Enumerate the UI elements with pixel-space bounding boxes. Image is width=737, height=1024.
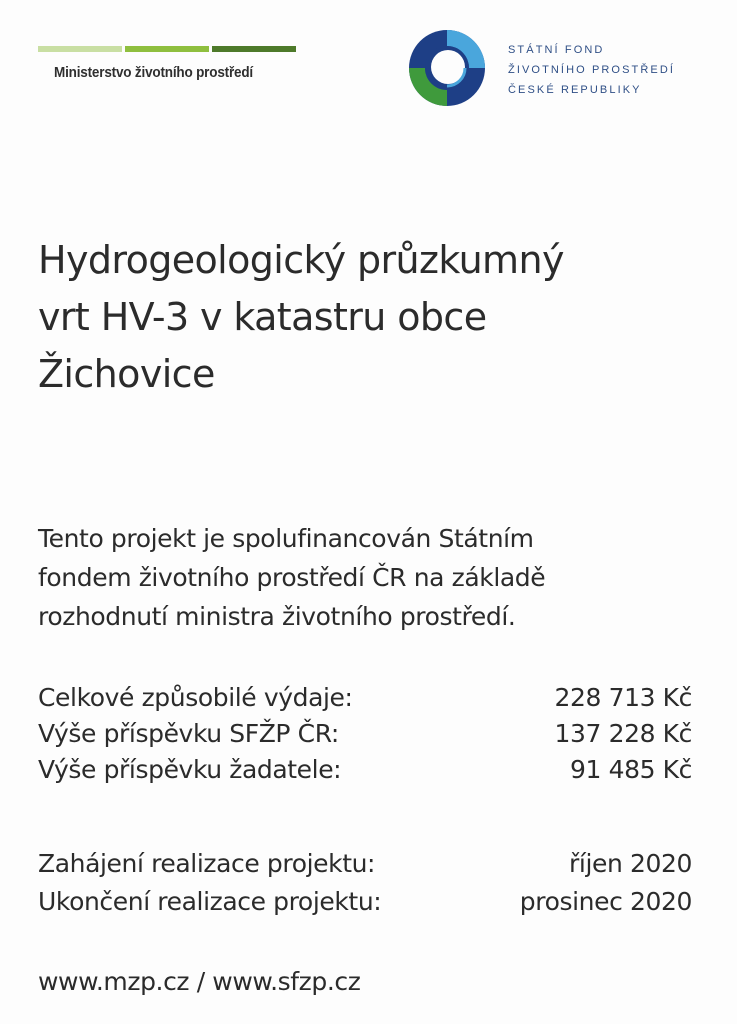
fund-name [508, 40, 675, 100]
ministry-logo [38, 46, 296, 86]
cost-label: Celkové způsobilé výdaje: [38, 683, 353, 712]
ministry-color-bars [38, 46, 296, 52]
cost-label: Výše příspěvku SFŽP ČR: [38, 719, 339, 748]
date-row-start [38, 845, 692, 883]
project-title-line: Žichovice [38, 352, 215, 396]
fund-name-line: ŽIVOTNÍHO PROSTŘEDÍ [508, 64, 676, 76]
funding-statement [38, 519, 718, 636]
project-title [38, 232, 718, 403]
cost-row-total [38, 680, 692, 716]
fund-name-line: ČESKÉ REPUBLIKY [508, 84, 642, 96]
ministry-bar-mid [125, 46, 209, 52]
funding-statement-line: rozhodnutí ministra životního prostředí. [38, 602, 516, 631]
cost-row-applicant [38, 752, 692, 788]
ministry-name: Ministerstvo životního prostředí [54, 64, 254, 81]
project-dates [38, 845, 692, 921]
cost-table [38, 680, 692, 788]
date-row-end [38, 883, 692, 921]
fund-ring-logo-icon [407, 28, 487, 108]
project-title-line: Hydrogeologický průzkumný [38, 238, 564, 282]
funding-statement-line: Tento projekt je spolufinancován Státním [38, 524, 534, 553]
cost-value: 228 713 Kč [554, 683, 692, 712]
ministry-bar-light [38, 46, 122, 52]
date-value: prosinec 2020 [519, 887, 692, 916]
cost-label: Výše příspěvku žadatele: [38, 755, 342, 784]
fund-name-line: STÁTNÍ FOND [508, 44, 605, 56]
ministry-bar-dark [212, 46, 296, 52]
cost-value: 91 485 Kč [570, 755, 692, 784]
project-title-line: vrt HV-3 v katastru obce [38, 295, 487, 339]
funding-statement-line: fondem životního prostředí ČR na základě [38, 563, 546, 592]
date-value: říjen 2020 [569, 849, 692, 878]
date-label: Ukončení realizace projektu: [38, 887, 382, 916]
fund-logo [407, 28, 707, 108]
cost-value: 137 228 Kč [554, 719, 692, 748]
cost-row-sfzp [38, 716, 692, 752]
date-label: Zahájení realizace projektu: [38, 849, 376, 878]
websites: www.mzp.cz / www.sfzp.cz [38, 967, 361, 996]
